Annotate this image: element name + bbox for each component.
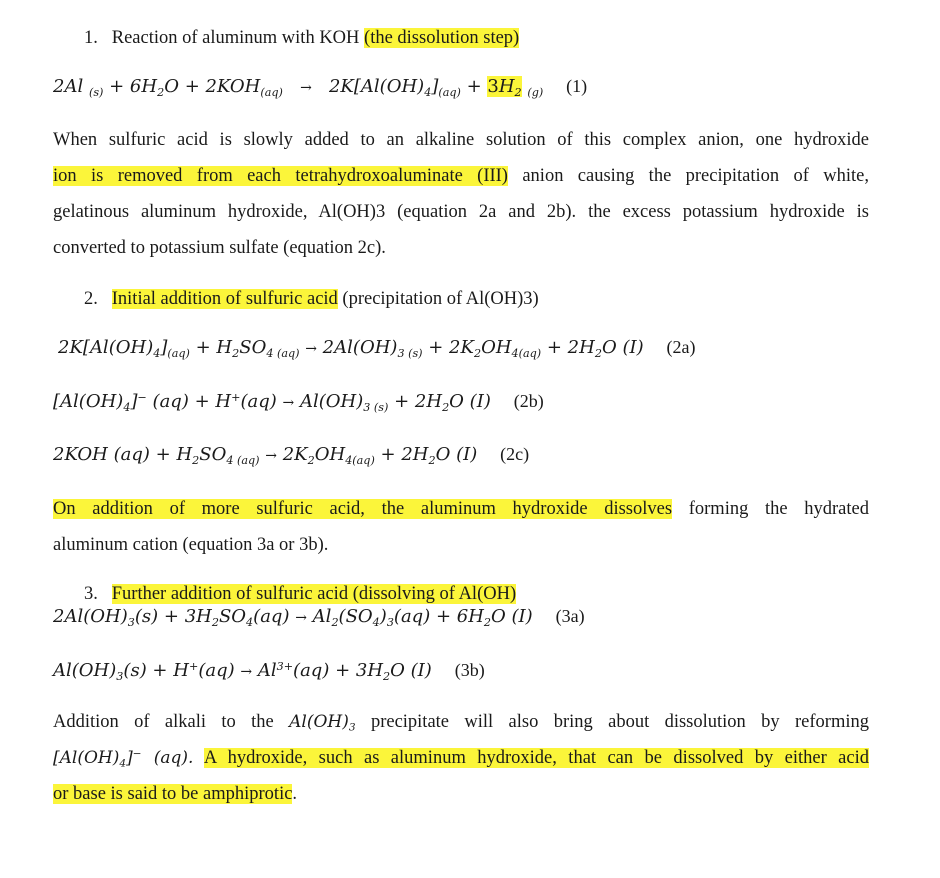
paragraph-3	[53, 704, 869, 812]
paragraph-2	[53, 491, 869, 563]
equation-2c-label: (2c)	[500, 444, 530, 464]
equation-2b: $[Al(OH)_4]^-$ $(aq) + H^+(aq) \to Al(OH)_{3 (s)} + 2H_2O$ (I) (2b)	[53, 390, 544, 414]
paragraph-1-line-4: converted to potassium sulfate (equation 2c).	[53, 238, 386, 258]
section-3-number: 3.	[84, 584, 98, 604]
paragraph-1-line-3: gelatinous aluminum hydroxide, Al(OH)3 (equation 2a and 2b). the excess potassium hydroxide is	[53, 202, 869, 222]
equation-1-arrow: →	[300, 80, 312, 96]
equation-1-lhs: 2Al $_{(s)} + 6H_2O + 2KOH_{(aq)}$	[53, 76, 283, 99]
section-2-title-rest: (precipitation of Al(OH)3)	[337, 289, 539, 309]
equation-2c: 2KOH $(aq) + H_2SO_{4 (aq)} \to 2K_2OH_{4(aq)} + 2H_2O$ (I) (2c)	[53, 444, 530, 467]
section-2-number: 2.	[84, 289, 98, 309]
paragraph-1	[53, 122, 869, 266]
equation-3a: $2Al(OH)_3(s) + 3H_2SO_4(aq) \to Al_2(SO_4)_3(aq) + 6H_2O$ (I) (3a)	[53, 606, 585, 629]
equation-1	[53, 76, 587, 97]
equation-3a-label: (3a)	[555, 606, 585, 626]
paragraph-3-line-1: Addition of alkali to the $Al(OH)_3$ precipitate will also bring about dissolution by reforming	[53, 712, 869, 734]
paragraph-3-highlight-1: A hydroxide, such as aluminum hydroxide, that can be dissolved by either acid	[203, 748, 869, 768]
equation-1-rhs: $2K[Al(OH)_4]_{(aq)} + 3H_2$ $_{(g)}$	[328, 76, 544, 99]
paragraph-3-line-3: or base is said to be amphiprotic.	[53, 784, 298, 804]
equation-1-label: (1)	[566, 76, 588, 96]
paragraph-3-highlight-2: or base is said to be amphiprotic	[53, 784, 293, 804]
paragraph-1-highlight: ion is removed from each tetrahydroxoaluminate (III)	[53, 166, 508, 186]
section-1-heading	[84, 28, 519, 49]
section-3-title-highlight: Further addition of sulfuric acid (dissolving of Al(OH)	[111, 584, 517, 604]
section-1-title: Reaction of aluminum with KOH	[111, 28, 365, 48]
paragraph-3-formula-1: $Al(OH)_3$	[289, 712, 356, 734]
equation-2a-label: (2a)	[666, 337, 696, 357]
section-1-number: 1.	[84, 28, 98, 48]
paragraph-3-line-2	[53, 740, 869, 776]
paragraph-3-formula-2: $[Al(OH)_4]^-$ (aq).	[53, 748, 194, 770]
section-3-heading	[84, 584, 516, 605]
equation-3b-label: (3b)	[454, 660, 485, 680]
paragraph-1-line-1: When sulfuric acid is slowly added to an alkaline solution of this complex anion, one hydroxide	[53, 130, 869, 150]
equation-3b: $Al(OH)_3(s) + H^+(aq) \to Al^{3+}(aq) + 3H_2O$ (I) (3b)	[53, 659, 485, 683]
section-1-title-highlight: (the dissolution step)	[364, 28, 520, 48]
paragraph-1-line-2: ion is removed from each tetrahydroxoaluminate (III) anion causing the precipitation of white,	[53, 166, 869, 186]
paragraph-2-line-2: aluminum cation (equation 3a or 3b).	[53, 535, 329, 555]
equation-2b-label: (2b)	[513, 391, 544, 411]
paragraph-2-highlight: On addition of more sulfuric acid, the aluminum hydroxide dissolves	[53, 499, 673, 519]
section-2-heading	[84, 289, 539, 310]
paragraph-2-line-1: On addition of more sulfuric acid, the aluminum hydroxide dissolves forming the hydrated	[53, 499, 869, 519]
section-2-title-highlight: Initial addition of sulfuric acid	[111, 289, 338, 309]
equation-2a: $2K[Al(OH)_4]_{(aq)} + H_2SO_{4 (aq)} \to 2Al(OH)_{3 (s)} + 2K_2OH_{4(aq)} + 2H_2O$ (I) (2a)	[58, 337, 696, 360]
